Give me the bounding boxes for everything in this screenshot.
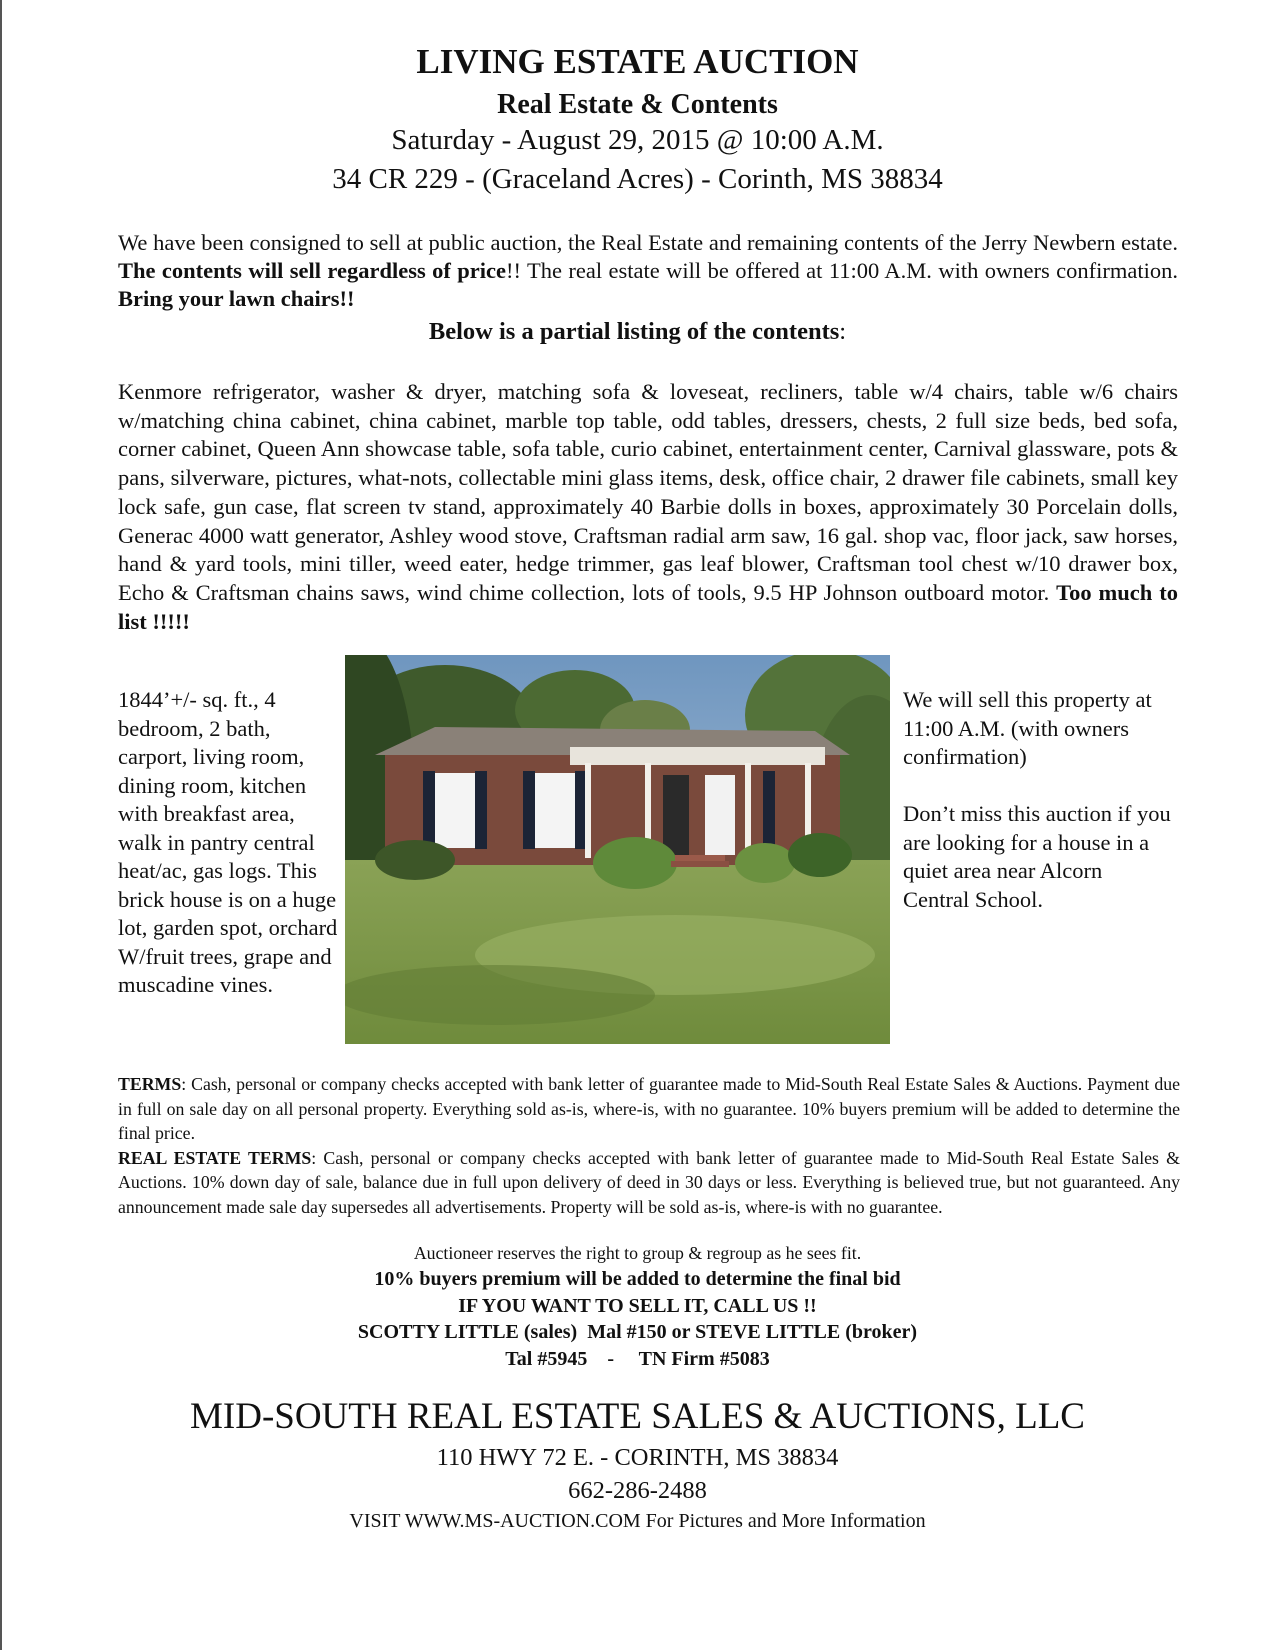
flyer-title: LIVING ESTATE AUCTION [416, 42, 859, 81]
contents-list [118, 378, 1178, 636]
company-phone: 662-286-2488 [568, 1477, 707, 1504]
license-numbers: Tal #5945 - TN Firm #5083 [505, 1347, 770, 1370]
auction-address: 34 CR 229 - (Graceland Acres) - Corinth, MS 38834 [332, 163, 943, 195]
house-photo-icon [345, 655, 890, 1044]
intro-bold-price: The contents will sell regardless of price [118, 258, 507, 283]
intro-text-1: We have been consigned to sell at public auction, the Real Estate and remaining contents of the Jerry Newbern estate. [118, 230, 1178, 255]
intro-bold-chairs: Bring your lawn chairs!! [118, 286, 355, 311]
dont-miss-note: Don’t miss this auction if you are looking for a house in a quiet area near Alcorn Central School. [903, 801, 1171, 912]
partial-listing-heading [0, 318, 1275, 346]
group-regroup-note: Auctioneer reserves the right to group & regroup as he sees fit. [413, 1243, 862, 1263]
company-name: MID-SOUTH REAL ESTATE SALES & AUCTIONS, LLC [190, 1396, 1085, 1437]
sale-time-note: We will sell this property at 11:00 A.M. (with owners confirmation) [903, 687, 1152, 769]
auction-date: Saturday - August 29, 2015 @ 10:00 A.M. [391, 124, 884, 156]
flyer-subtitle: Real Estate & Contents [497, 89, 778, 120]
property-description: 1844’+/- sq. ft., 4 bedroom, 2 bath, carport, living room, dining room, kitchen with breakfast area, walk in pantry central heat/ac, gas logs. This brick house is on a huge lot, garden spot, orchard W/fruit trees, grape and muscadine vines. [118, 687, 338, 997]
intro-paragraph [118, 229, 1178, 313]
terms-text: : Cash, personal or company checks accepted with bank letter of guarantee made to Mid-South Real Estate Sales & Auctions. Payment due in full on sale day on all personal property. Everything sold as-is, where-is, with no guarantee. 10% buyers premium will be added to determine the final price. [118, 1074, 1180, 1143]
real-estate-terms-label: REAL ESTATE TERMS [118, 1147, 312, 1168]
terms-paragraph [118, 1072, 1180, 1146]
partial-listing-colon: : [839, 318, 847, 345]
contents-list-too-much: Too much to list !!!!! [118, 579, 1178, 634]
company-address: 110 HWY 72 E. - CORINTH, MS 38834 [436, 1444, 839, 1471]
auctioneer-names: SCOTTY LITTLE (sales) Mal #150 or STEVE LITTLE (broker) [357, 1321, 918, 1343]
terms-label: TERMS [118, 1074, 182, 1094]
intro-text-2: !! The real estate will be offered at 11:00 A.M. with owners confirmation. [506, 258, 1178, 283]
website-note: VISIT WWW.MS-AUCTION.COM For Pictures and More Information [349, 1510, 926, 1532]
sell-call-note: IF YOU WANT TO SELL IT, CALL US !! [458, 1294, 817, 1317]
contents-list-text: Kenmore refrigerator, washer & dryer, matching sofa & loveseat, recliners, table w/4 chairs, table w/6 chairs w/matching china cabinet, china cabinet, marble top table, odd tables, dressers, chests, 2 full size beds, bed sofa, corner cabinet, Queen Ann showcase table, sofa table, curio cabinet, entertainment center, Carnival glassware, pots & pans, silverware, pictures, what-nots, collectable mini glass items, desk, office chair, 2 drawer file cabinets, small key lock safe, gun case, flat screen tv stand, approximately 40 Barbie dolls in boxes, approximately 30 Porcelain dolls, Generac 4000 watt generator, Ashley wood stove, Craftsman radial arm saw, 16 gal. shop vac, floor jack, saw horses, hand & yard tools, mini tiller, weed eater, hedge trimmer, gas leaf blower, Craftsman tool chest w/10 drawer box, Echo & Craftsman chains saws, wind chime collection, lots of tools, 9.5 HP Johnson outboard motor. [118, 379, 1178, 605]
partial-listing-bold: Below is a partial listing of the contents [428, 318, 840, 345]
real-estate-terms-text: : Cash, personal or company checks accepted with bank letter of guarantee made to Mid-South Real Estate Sales & Auctions. 10% down day of sale, balance due in full upon delivery of deed in 30 days or less. Everything is believed true, but not guaranteed. Any announcement made sale day supersedes all advertisements. Property will be sold as-is, where-is with no guarantee. [118, 1147, 1180, 1217]
buyers-premium-note: 10% buyers premium will be added to determine the final bid [374, 1268, 901, 1290]
auction-notes [0, 1241, 1275, 1372]
real-estate-terms-paragraph [118, 1146, 1180, 1220]
terms-section [118, 1072, 1180, 1219]
property-sale-info [903, 686, 1173, 943]
